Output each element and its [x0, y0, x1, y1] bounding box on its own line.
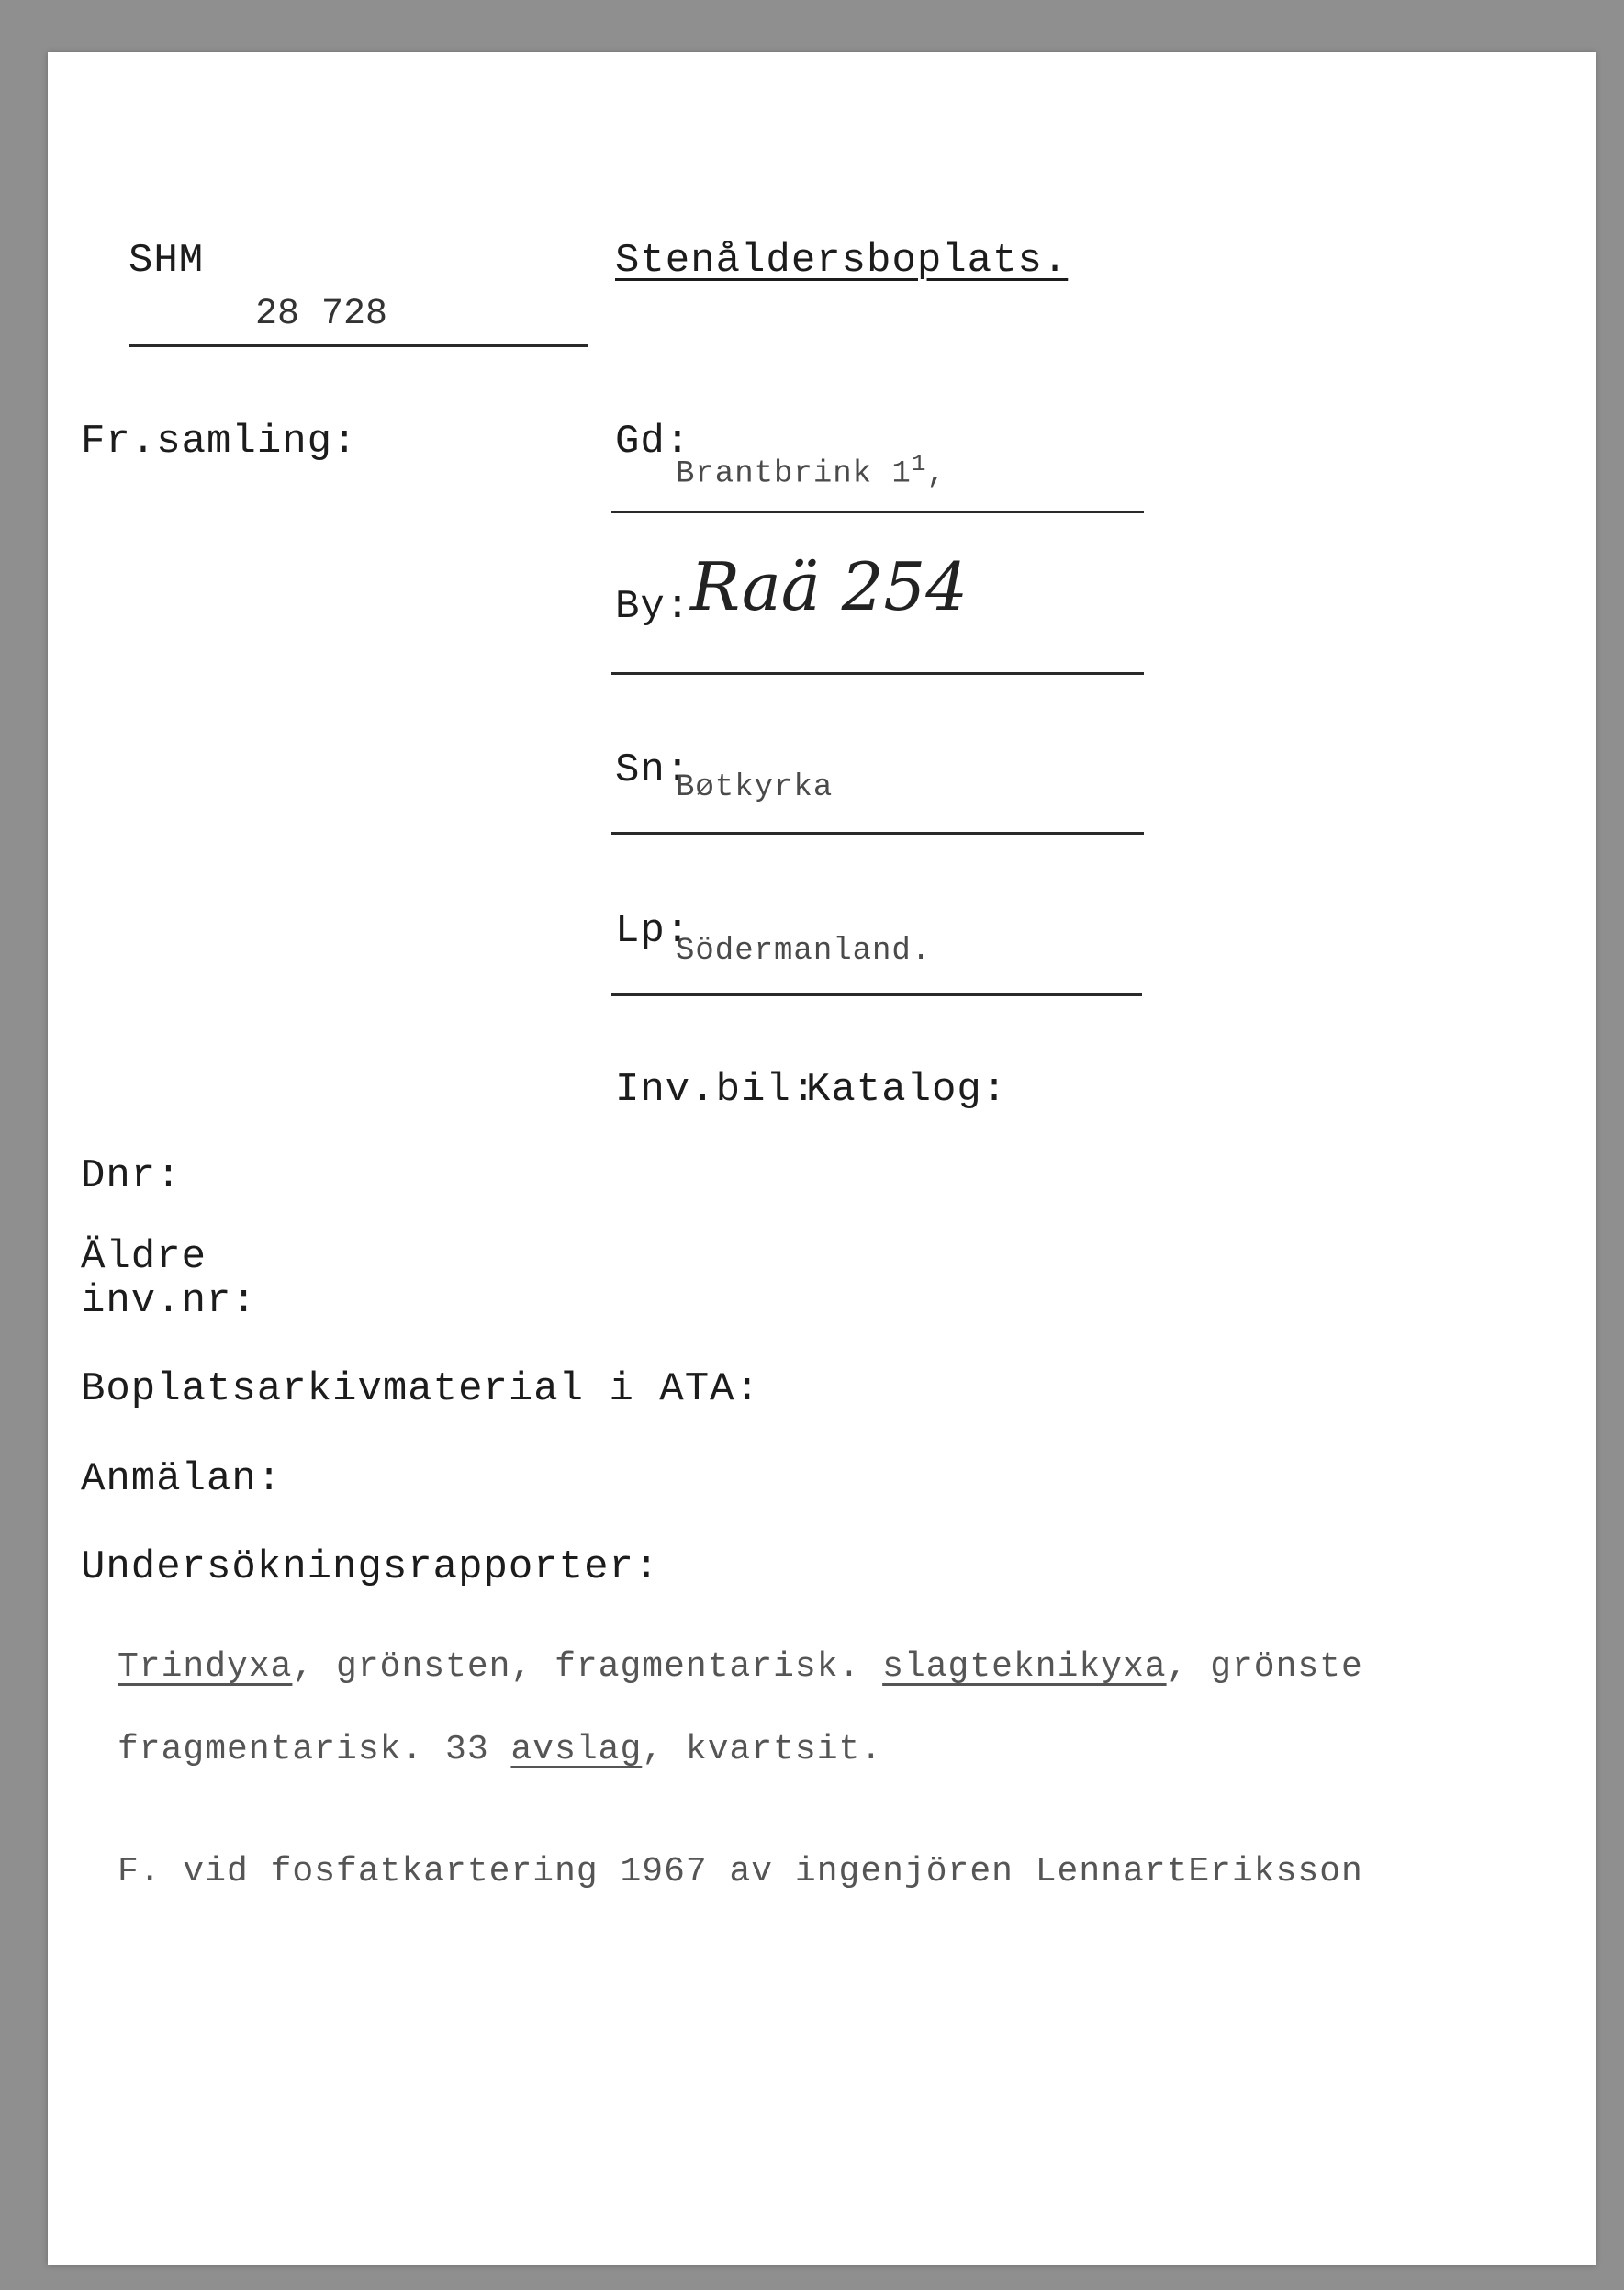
header-divider-left: [129, 344, 588, 347]
find-text-3: fragmentarisk. 33: [118, 1730, 511, 1769]
by-handwritten-value: Raä 254: [690, 548, 969, 625]
sn-line: [611, 832, 1144, 835]
dnr-label: Dnr:: [81, 1153, 182, 1199]
by-line: [611, 672, 1144, 675]
katalog-label: Katalog:: [806, 1067, 1008, 1113]
lp-line: [611, 993, 1142, 996]
by-label: By:: [615, 584, 691, 630]
gd-label: Gd:: [615, 419, 691, 465]
inv-nr-label: inv.nr:: [81, 1278, 257, 1324]
gd-comma: ,: [926, 456, 946, 492]
gd-line: [611, 511, 1144, 513]
sn-value: Bøtkyrka: [676, 770, 834, 805]
undersokning-label: Undersökningsrapporter:: [81, 1544, 660, 1590]
aldre-label: Äldre: [81, 1234, 207, 1280]
find-avslag: avslag: [510, 1730, 643, 1769]
inv-bil-label: Inv.bil:: [615, 1067, 817, 1113]
lp-value: Södermanland.: [676, 934, 932, 969]
sn-label: Sn:: [615, 747, 691, 793]
find-text-1: , grönsten, fragmentarisk.: [292, 1647, 883, 1687]
find-text-4: , kvartsit.: [642, 1730, 883, 1769]
boplatsarkiv-label: Boplatsarkivmaterial i ATA:: [81, 1366, 760, 1412]
find-slagteknikyxa: slagteknikyxa: [882, 1647, 1167, 1687]
inventory-number: 28 728: [255, 294, 388, 335]
gd-value-text: Brantbrink 1: [676, 456, 912, 492]
anmalan-label: Anmälan:: [81, 1456, 283, 1502]
description-line-2: [118, 1730, 883, 1769]
find-text-2: , grönste: [1166, 1647, 1363, 1687]
site-category: Stenåldersboplats.: [615, 238, 1069, 284]
description-line-3: F. vid fosfatkartering 1967 av ingenjören LennartEriksson: [118, 1852, 1363, 1891]
museum-code: SHM: [129, 238, 205, 284]
gd-value: [676, 450, 946, 492]
lp-label: Lp:: [615, 908, 691, 954]
catalog-card: [48, 52, 1596, 2265]
find-trindyxa: Trindyxa: [118, 1647, 293, 1687]
description-line-1: [118, 1647, 1363, 1687]
gd-superscript: 1: [911, 450, 927, 477]
fr-samling-label: Fr.samling:: [81, 419, 358, 465]
